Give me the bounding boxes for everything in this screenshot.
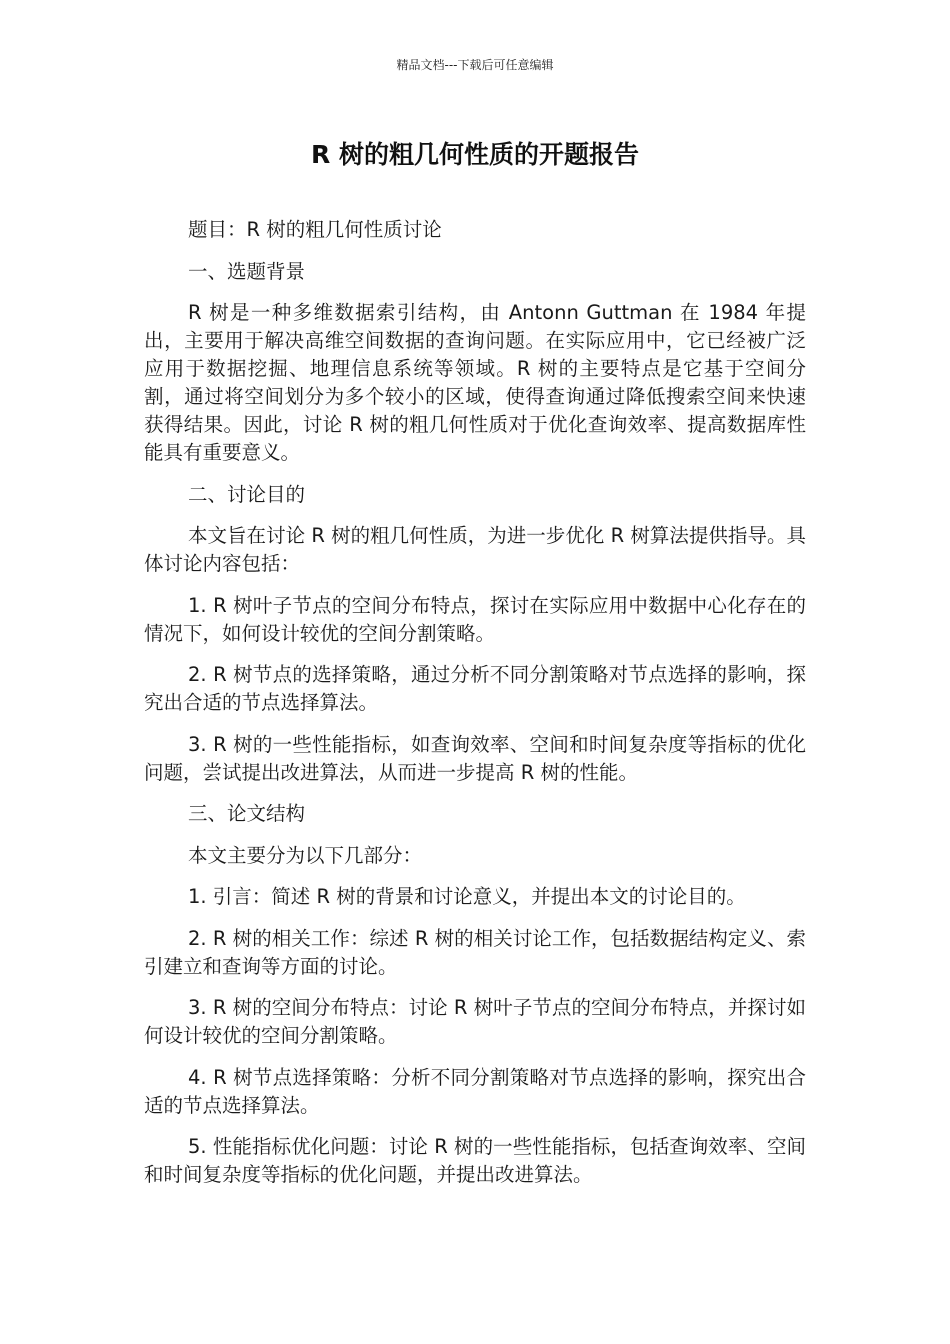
paragraph-background: R 树是一种多维数据索引结构，由 Antonn Guttman 在 1984 年提出，主要用于解决高维空间数据的查询问题。在实际应用中，它已经被广泛应用于数据挖掘、地理信息系统等领域。R 树的主要特点是它基于空间分割，通过将空间划分为多个较小的区域，使得查询通过降低搜索空间来快速获得结果。因此，讨论 R 树的粗几何性质对于优化查询效率、提高数据库性能具有重要意义。 [144,301,806,464]
purpose-item-1: 1. R 树叶子节点的空间分布特点，探讨在实际应用中数据中心化存在的情况下，如何设计较优的空间分割策略。 [144,593,806,645]
topic-line: 题目：R 树的粗几何性质讨论 [188,218,442,241]
purpose-item-2: 2. R 树节点的选择策略，通过分析不同分割策略对节点选择的影响，探究出合适的节点选择算法。 [144,663,806,714]
section-heading-background: 一、选题背景 [188,259,306,283]
document-title: R 树的粗几何性质的开题报告 [311,140,639,169]
paragraph-structure-intro: 本文主要分为以下几部分： [188,843,423,867]
running-header: 精品文档---下载后可任意编辑 [396,58,554,72]
purpose-item-3: 3. R 树的一些性能指标，如查询效率、空间和时间复杂度等指标的优化问题，尝试提出改进算法，从而进一步提高 R 树的性能。 [144,732,806,784]
document-body [144,216,806,1203]
structure-item-3: 3. R 树的空间分布特点：讨论 R 树叶子节点的空间分布特点，并探讨如何设计较优的空间分割策略。 [144,996,806,1047]
paragraph-purpose-intro: 本文旨在讨论 R 树的粗几何性质，为进一步优化 R 树算法提供指导。具体讨论内容包括： [144,524,806,575]
section-heading-structure: 三、论文结构 [188,802,306,825]
section-heading-purpose: 二、讨论目的 [188,482,306,506]
structure-item-2: 2. R 树的相关工作：综述 R 树的相关讨论工作，包括数据结构定义、索引建立和查询等方面的讨论。 [144,926,806,978]
structure-item-5: 5. 性能指标优化问题：讨论 R 树的一些性能指标，包括查询效率、空间和时间复杂度等指标的优化问题，并提出改进算法。 [144,1135,806,1186]
structure-item-1: 1. 引言：简述 R 树的背景和讨论意义，并提出本文的讨论目的。 [188,885,746,908]
structure-item-4: 4. R 树节点选择策略：分析不同分割策略对节点选择的影响，探究出合适的节点选择算法。 [144,1065,806,1117]
